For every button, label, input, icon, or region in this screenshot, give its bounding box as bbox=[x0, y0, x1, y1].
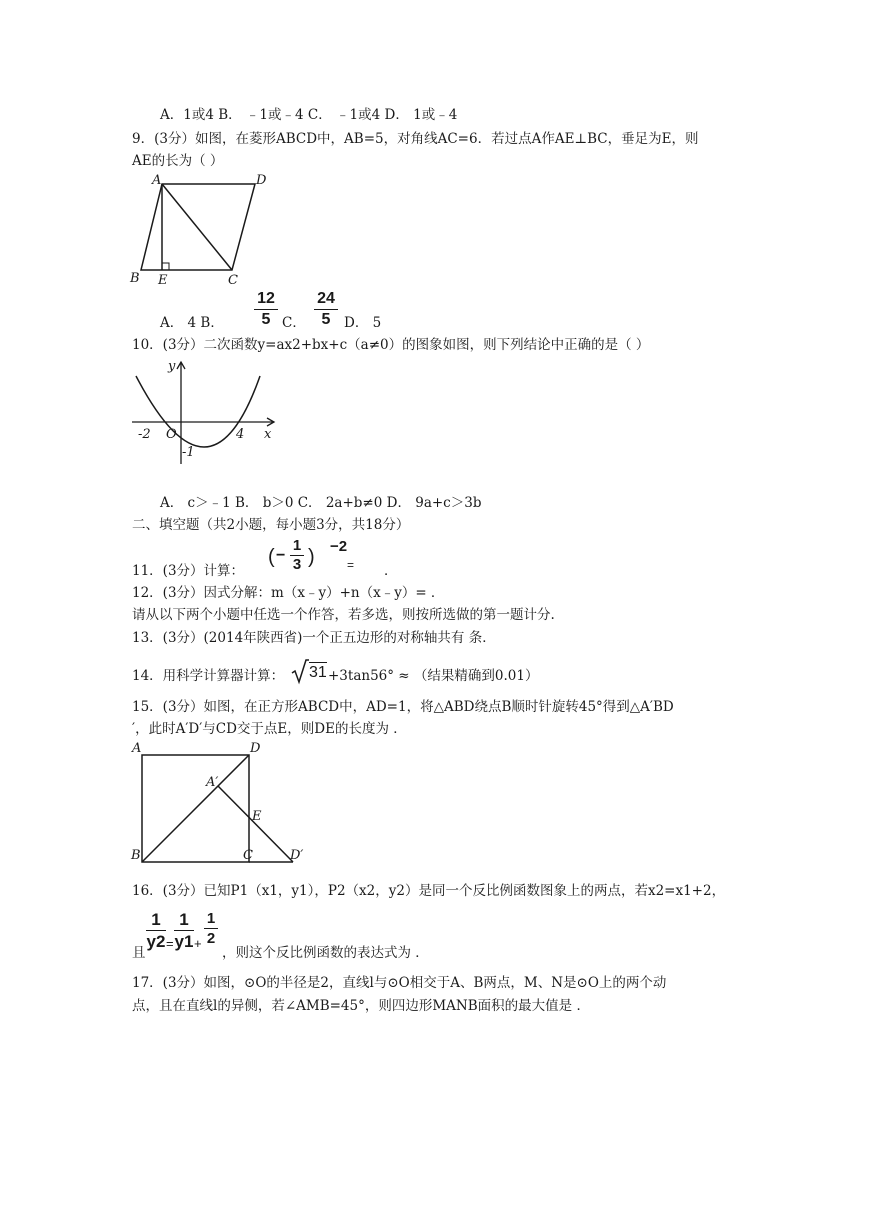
label-origin: O bbox=[166, 427, 177, 442]
fraction-bar bbox=[254, 309, 278, 310]
q11-right-paren: ) bbox=[308, 546, 315, 568]
label-y: y bbox=[168, 359, 176, 374]
fraction-numerator: 1 bbox=[151, 910, 161, 929]
q8-options: A．1或4 B． ﹣1或﹣4 C． ﹣1或4 D． 1或﹣4 bbox=[160, 107, 458, 123]
q9-question-line2: AE的长为（ ） bbox=[132, 153, 224, 169]
q9-option-a-b: A． 4 B． bbox=[160, 315, 224, 331]
q9-question-line1: 9．(3分）如图，在菱形ABCD中，AB=5，对角线AC=6．若过点A作AE⊥BC，垂足为E，则 bbox=[132, 131, 699, 147]
q11-equals: = bbox=[347, 558, 355, 572]
diagonal-bd bbox=[142, 755, 249, 862]
q16-qie: 且 bbox=[132, 945, 146, 961]
q11-left-paren: ( bbox=[268, 546, 275, 568]
q16-fraction-1-over-y1 bbox=[174, 910, 194, 951]
fraction-bar bbox=[204, 928, 218, 929]
label-minus-2: -2 bbox=[138, 427, 151, 442]
label-b: B bbox=[131, 848, 141, 863]
q15-question-line2: ′，此时A′D′与CD交于点E，则DE的长度为 ． bbox=[132, 721, 407, 737]
q9-option-c-label: C． bbox=[282, 315, 306, 331]
q17-question-line2: 点，且在直线l的异侧，若∠AMB=45°，则四边形MANB面积的最大值是 ． bbox=[132, 998, 590, 1014]
fraction-numerator: 1 bbox=[206, 910, 216, 927]
q9-option-d: D． 5 bbox=[344, 315, 382, 331]
fraction-denominator: 3 bbox=[292, 556, 302, 573]
fraction-denominator: 5 bbox=[321, 311, 331, 328]
q16-suffix: ，则这个反比例函数的表达式为 ． bbox=[222, 945, 429, 961]
label-a: A bbox=[152, 173, 162, 188]
label-a-prime: A′ bbox=[206, 775, 219, 790]
square-rotation-figure bbox=[128, 738, 328, 862]
label-4: 4 bbox=[236, 427, 245, 442]
q15-question-line1: 15．(3分）如图，在正方形ABCD中，AD=1，将△ABD绕点B顺时针旋转45°得到△A′BD bbox=[132, 699, 674, 715]
segment-a-prime-d-prime bbox=[218, 786, 293, 862]
sqrt-sign bbox=[291, 658, 309, 684]
q14-prefix: 14．用科学计算器计算： bbox=[132, 668, 285, 684]
q16-plus: + bbox=[194, 936, 202, 951]
q11-fraction bbox=[290, 538, 304, 573]
fraction-denominator: y2 bbox=[146, 932, 166, 951]
label-x: x bbox=[264, 427, 272, 442]
parabola-figure bbox=[128, 356, 280, 468]
fraction-bar bbox=[314, 309, 338, 310]
fraction-bar bbox=[146, 930, 166, 931]
choose-one-note: 请从以下两个小题中任选一个作答，若多选，则按所选做的第一题计分. bbox=[132, 607, 555, 623]
right-angle-mark bbox=[162, 263, 169, 270]
fraction-denominator: y1 bbox=[174, 932, 194, 951]
rhombus-figure bbox=[128, 172, 273, 290]
q17-question-line1: 17．(3分）如图，⊙O的半径是2，直线l与⊙O相交于A、B两点，M、N是⊙O上的两个动 bbox=[132, 975, 667, 991]
sqrt-radicand: 31 bbox=[309, 664, 327, 681]
fraction-numerator: 12 bbox=[257, 290, 275, 307]
q14-suffix: +3tan56° ≈ （结果精确到0.01） bbox=[328, 668, 539, 684]
q9-option-b-fraction bbox=[254, 290, 278, 329]
label-d-prime: D′ bbox=[290, 848, 304, 863]
q11-prefix: 11．(3分）计算： bbox=[132, 563, 245, 579]
q16-question-line1: 16．(3分）已知P1（x1，y1），P2（x2，y2）是同一个反比例函数图象上的两点，若x2=x1+2， bbox=[132, 883, 726, 899]
label-c: C bbox=[228, 273, 238, 288]
q9-option-c-fraction bbox=[314, 290, 338, 329]
q13-question: 13．(3分）(2014年陕西省)一个正五边形的对称轴共有 条． bbox=[132, 630, 496, 646]
q12-question: 12．(3分）因式分解：m（x﹣y）+n（x﹣y）= ． bbox=[132, 585, 445, 601]
label-c: C bbox=[243, 848, 253, 863]
radical-stroke bbox=[292, 660, 309, 682]
q11-exponent: −2 bbox=[330, 538, 348, 555]
label-d: D bbox=[256, 173, 267, 188]
label-b: B bbox=[130, 271, 140, 286]
rhombus-abcd-outline bbox=[141, 184, 255, 270]
fraction-numerator: 1 bbox=[292, 537, 302, 554]
label-e: E bbox=[252, 809, 262, 824]
fraction-denominator: 2 bbox=[206, 930, 216, 947]
fraction-numerator: 24 bbox=[317, 290, 335, 307]
q10-question: 10．(3分）二次函数y=ax2+bx+c（a≠0）的图象如图，则下列结论中正确的是（ ） bbox=[132, 337, 650, 353]
label-d: D bbox=[250, 741, 261, 756]
q16-fraction-1-over-2 bbox=[204, 910, 218, 947]
fraction-bar bbox=[174, 930, 194, 931]
label-e: E bbox=[158, 273, 168, 288]
q16-equals: = bbox=[166, 936, 174, 951]
section-2-title: 二、填空题（共2小题，每小题3分，共18分） bbox=[132, 517, 410, 533]
q10-options: A． c＞﹣1 B． b＞0 C． 2a+b≠0 D． 9a+c＞3b bbox=[160, 495, 482, 511]
q11-end: ． bbox=[384, 563, 398, 579]
label-minus-1: -1 bbox=[182, 445, 195, 460]
fraction-numerator: 1 bbox=[179, 910, 189, 929]
label-a: A bbox=[132, 741, 142, 756]
q11-minus: − bbox=[276, 547, 286, 564]
fraction-denominator: 5 bbox=[261, 311, 271, 328]
q16-fraction-1-over-y2 bbox=[146, 910, 166, 951]
diagonal-ac bbox=[162, 184, 232, 270]
